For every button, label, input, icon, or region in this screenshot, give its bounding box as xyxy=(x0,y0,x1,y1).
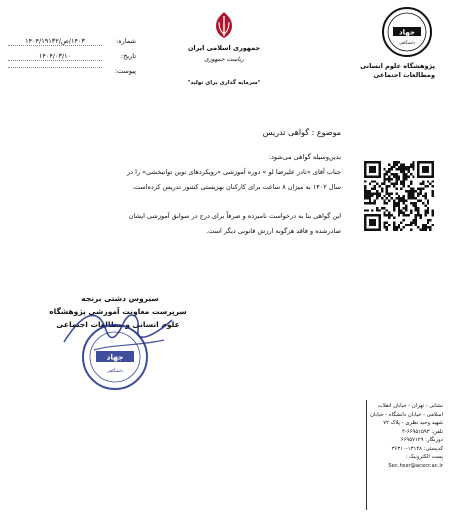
svg-text:جهاد: جهاد xyxy=(399,28,415,37)
svg-text:جهاد: جهاد xyxy=(106,352,124,362)
letter-number-label: شماره: xyxy=(116,37,136,45)
address-line: نشانی : تهران - خیابان انقلاب xyxy=(377,403,443,409)
contact-info xyxy=(363,402,443,470)
letter-line: این گواهی بنا به درخواست نامبرده و صرفاً برای درج در سوابق آموزشی ایشان xyxy=(128,212,341,220)
letter-number-value: ۱۴۰۳/ص/۱۴۰۴/۱۹۱۳۲ xyxy=(8,37,102,46)
institute-name-line1: پژوهشگاه علوم انسانی xyxy=(360,62,435,70)
address-line: اسلامی - خیابان دانشگاه - خیابان xyxy=(370,411,443,418)
presidency-title: ریاست جمهوری xyxy=(204,56,244,63)
iran-emblem-icon xyxy=(210,10,238,40)
year-slogan: "سرمایه گذاری برای تولید" xyxy=(187,80,261,86)
svg-text:دانشگاهی: دانشگاهی xyxy=(106,368,124,373)
jahad-logo xyxy=(381,6,433,58)
letter-line: صادرشده و فاقد هرگونه ارزش قانونی دیگر است. xyxy=(206,227,341,235)
letter-date-value: ۱۴۰۴/۰۳/۱۰ xyxy=(8,52,102,61)
signer-name: سیروس دشتی برنجه xyxy=(81,294,159,303)
letter-attachment-row xyxy=(8,67,136,78)
handwritten-signature xyxy=(44,300,194,360)
email-label: پست الکترونیک : xyxy=(405,454,443,460)
letter-attachment-label: پیوست: xyxy=(114,67,136,75)
signer-title: علوم انسانی و مطالعات اجتماعی xyxy=(56,320,180,329)
letter-line: جناب آقای «نادر علیرضا لو » دوره آموزشی «رویکردهای نوین توانبخشی» را در xyxy=(127,168,341,176)
phone-number: تلفن: ۶۶۹۵۱۵۹۳-۴ xyxy=(402,428,443,435)
letter-date-row xyxy=(8,52,136,63)
svg-text:دانشگاهی: دانشگاهی xyxy=(398,40,416,45)
institute-name xyxy=(343,62,435,80)
institute-name-line2: ومطالعات اجتماعی xyxy=(373,71,435,79)
fax-number: دورنگار: ۶۶۹۵۷۱۲۹ xyxy=(400,437,443,443)
letter-subject: موضوع : گواهی تدریس xyxy=(262,128,341,137)
signer-title: سرپرست معاونت آموزشی پژوهشگاه xyxy=(49,307,187,316)
letter-line: بدین‌وسیله گواهی می‌شود: xyxy=(268,153,341,161)
email-address: Sec.hssr@acecr.ac.ir xyxy=(388,462,443,469)
letter-line: سال ۱۴۰۲ به میزان ۸ ساعت برای کارکنان بهزیستی کشور تدریس کرده‌است. xyxy=(131,183,341,191)
letter-date-label: تاریخ: xyxy=(120,52,136,60)
qr-code xyxy=(364,161,434,231)
letter-attachment-value xyxy=(8,67,102,68)
government-title: جمهوری اسلامی ایران xyxy=(187,44,261,52)
address-line: شهید وحید نظری - پلاک ۷۲ xyxy=(383,420,443,426)
letter-number-row xyxy=(8,37,136,48)
postal-code: کدپستی: ۱۳۱۴۸-۳۶۳۱۰ xyxy=(391,445,443,452)
